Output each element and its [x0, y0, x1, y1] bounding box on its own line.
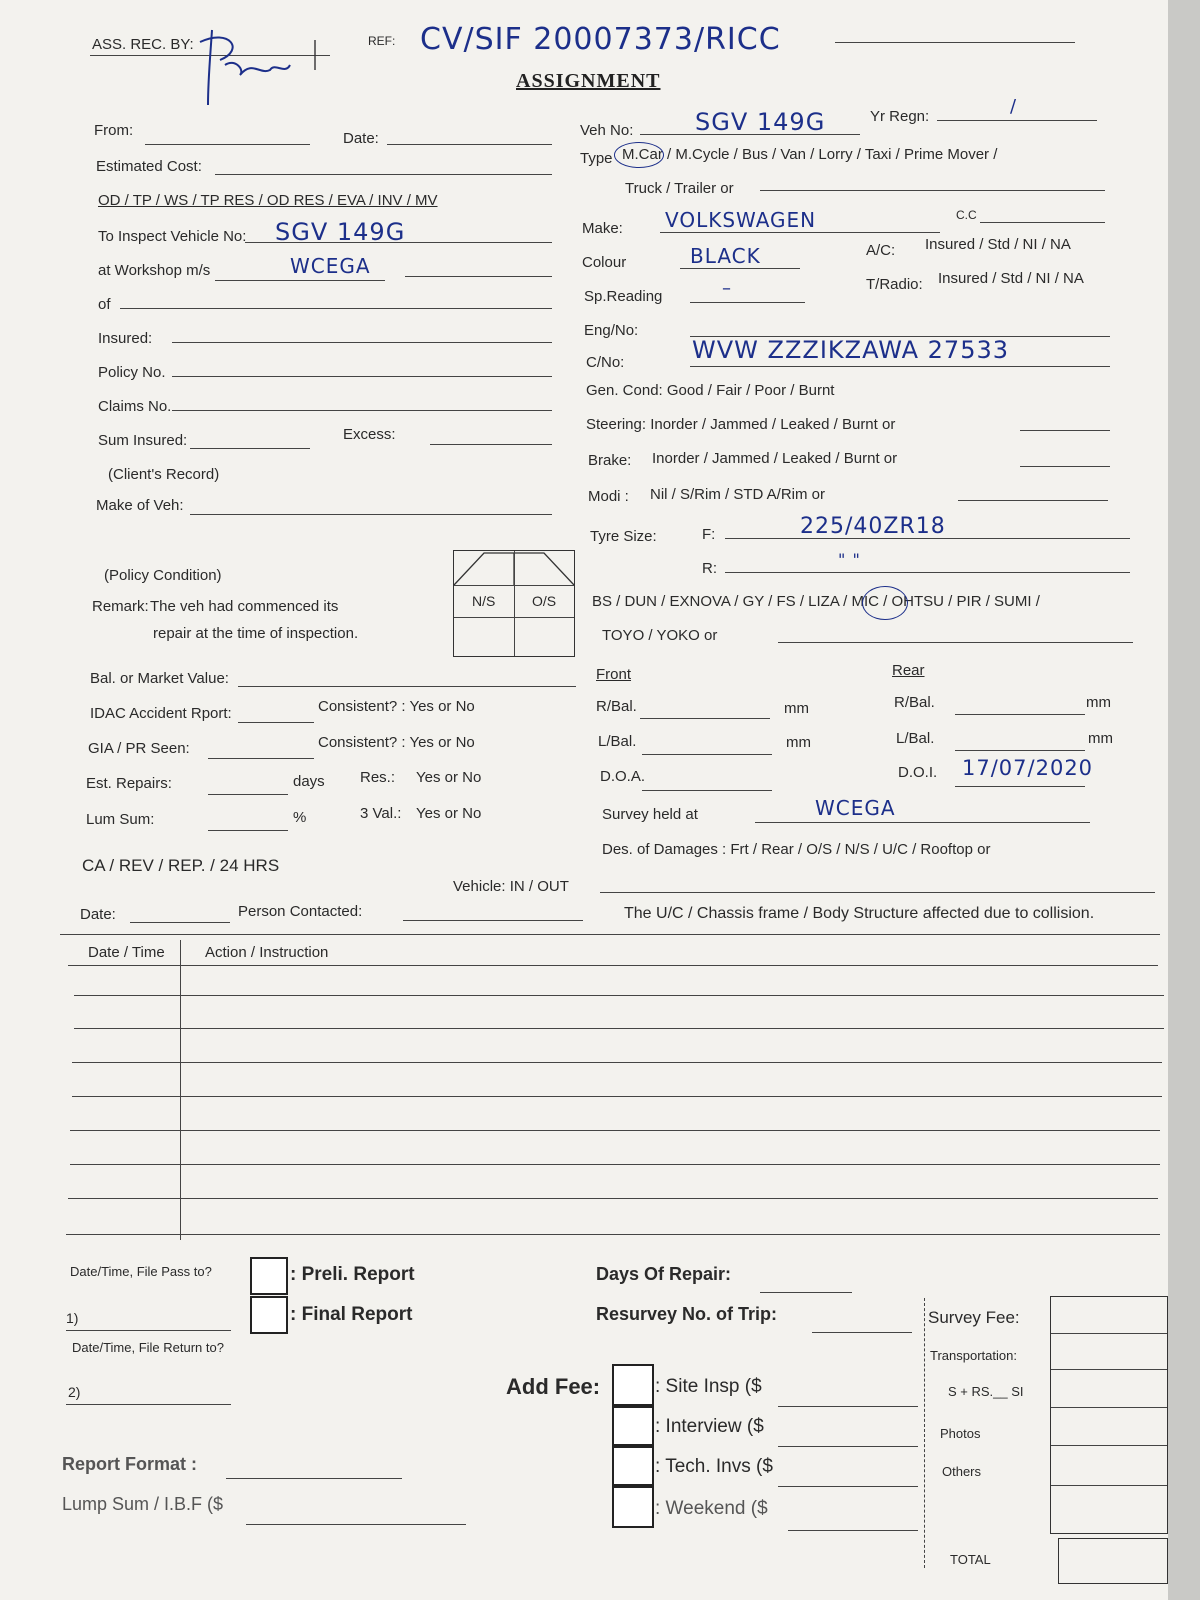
log-col-action: Action / Instruction: [205, 944, 329, 961]
estimated-cost-label: Estimated Cost:: [96, 158, 202, 175]
type-options: M.Car / M.Cycle / Bus / Van / Lorry / Taxi / Prime Mover /: [622, 146, 998, 163]
sp-reading-value: –: [722, 278, 732, 299]
c-no-label: C/No:: [586, 354, 625, 371]
car-diagram: [453, 550, 575, 657]
ref-label: REF:: [368, 34, 396, 48]
log-row-line: [70, 1164, 1160, 1165]
preli-report-label: : Preli. Report: [290, 1264, 415, 1285]
date-line: [387, 144, 552, 145]
claims-label: Claims No.: [98, 398, 172, 415]
damages-line: Des. of Damages : Frt / Rear / O/S / N/S / U/C / Rooftop or: [602, 841, 991, 858]
fee-panel-divider: [924, 1298, 925, 1568]
lum-sum-line: [208, 830, 288, 831]
log-row-line: [68, 1198, 1158, 1199]
make-of-veh-label: Make of Veh:: [96, 497, 184, 514]
os-label: O/S: [532, 593, 557, 609]
tyre-brand-circle: [862, 586, 908, 620]
ass-rec-by-label: ASS. REC. BY:: [92, 36, 194, 53]
log-table-top: [60, 934, 1160, 935]
tradio-options: Insured / Std / NI / NA: [938, 270, 1084, 287]
modi-options: Nil / S/Rim / STD A/Rim or: [650, 486, 826, 503]
tyre-r-label: R:: [702, 560, 717, 577]
tyre-size-label: Tyre Size:: [590, 528, 657, 545]
days-label: days: [293, 773, 325, 790]
preli-report-checkbox[interactable]: [250, 1257, 288, 1295]
weekend-line: [788, 1530, 918, 1531]
tyre-brands-1: BS / DUN / EXNOVA / GY / FS / LIZA / MIC / OHTSU / PIR / SUMI /: [592, 593, 1040, 610]
yr-regn-value: /: [1010, 96, 1018, 117]
final-report-checkbox[interactable]: [250, 1296, 288, 1334]
inspect-vehicle-label: To Inspect Vehicle No:: [98, 228, 247, 245]
rear-lbal-label: L/Bal.: [896, 730, 935, 747]
front-lbal-line: [642, 754, 772, 755]
sp-reading-label: Sp.Reading: [584, 288, 663, 305]
tyre-f-label: F:: [702, 526, 716, 543]
log-row-line: [74, 1028, 1164, 1029]
log-row-line: [68, 965, 1158, 966]
uc-line: The U/C / Chassis frame / Body Structure affected due to collision.: [624, 905, 1095, 922]
colour-value: BLACK: [690, 244, 761, 268]
rear-lbal-line: [955, 750, 1085, 751]
total-box: [1058, 1538, 1168, 1584]
signature-icon: [190, 20, 340, 110]
person-contacted-label: Person Contacted:: [238, 903, 363, 920]
steering: Steering: Inorder / Jammed / Leaked / Burnt or: [586, 416, 896, 433]
inspect-vehicle-line: [245, 242, 552, 243]
of-line: [120, 308, 552, 309]
percent-label: %: [293, 809, 307, 826]
total-label: TOTAL: [950, 1552, 991, 1567]
log-table-divider: [180, 940, 181, 1240]
remark-line-1: The veh had commenced its: [150, 598, 339, 615]
make-value: VOLKSWAGEN: [665, 208, 817, 232]
final-report-label: : Final Report: [290, 1304, 413, 1325]
tyre-r-line: [725, 572, 1130, 573]
res-label: Res.:: [360, 769, 396, 786]
rear-label: Rear: [892, 662, 925, 679]
rear-rbal-mm: mm: [1086, 694, 1111, 711]
excess-label: Excess:: [343, 426, 396, 443]
inspect-vehicle-value: SGV 149G: [275, 218, 406, 246]
weekend-checkbox[interactable]: [612, 1486, 654, 1528]
workshop-value: WCEGA: [290, 254, 371, 278]
eng-no-label: Eng/No:: [584, 322, 639, 339]
interview-label: : Interview ($: [655, 1416, 764, 1437]
lump-sum-label: Lump Sum / I.B.F ($: [62, 1494, 224, 1514]
interview-line: [778, 1446, 918, 1447]
tyre-f-line: [725, 538, 1130, 539]
resurvey-line: [812, 1332, 912, 1333]
of-label: of: [98, 296, 111, 313]
weekend-label: : Weekend ($: [655, 1498, 768, 1519]
res-yes-no: Yes or No: [416, 769, 482, 786]
doi-value: 17/07/2020: [962, 756, 1094, 780]
ac-label: A/C:: [866, 242, 896, 259]
ca-rev-rep: CA / REV / REP. / 24 HRS: [82, 856, 280, 875]
bal-market-label: Bal. or Market Value:: [90, 670, 229, 687]
tradio-label: T/Radio:: [866, 276, 923, 293]
survey-fee-label: Survey Fee:: [928, 1308, 1020, 1327]
others-label: Others: [942, 1464, 982, 1479]
resurvey-label: Resurvey No. of Trip:: [596, 1304, 778, 1324]
person-contacted-line: [403, 920, 583, 921]
excess-line: [430, 444, 552, 445]
tyre-brands-2: TOYO / YOKO or: [602, 627, 718, 644]
report-format-line: [226, 1478, 402, 1479]
form-title: ASSIGNMENT: [516, 70, 661, 92]
file-pass-1: 1): [66, 1310, 79, 1326]
workshop-line-b: [405, 276, 552, 277]
lump-sum-line: [246, 1524, 466, 1525]
ns-label: N/S: [472, 593, 496, 609]
tech-invs-checkbox[interactable]: [612, 1446, 654, 1486]
doa-line: [642, 790, 772, 791]
file-return-line: [66, 1404, 231, 1405]
sum-insured-label: Sum Insured:: [98, 432, 188, 449]
site-insp-line: [778, 1406, 918, 1407]
tyre-brands-line: [778, 642, 1133, 643]
workshop-label: at Workshop m/s: [98, 262, 211, 279]
yr-regn-line: [937, 120, 1097, 121]
c-no-line: [690, 366, 1110, 367]
tyre-r-value: " ": [838, 550, 861, 569]
cc-label: C.C: [956, 208, 977, 222]
file-pass-label: Date/Time, File Pass to?: [70, 1264, 212, 1279]
clients-record: (Client's Record): [108, 466, 220, 483]
truck-line: [760, 190, 1105, 191]
days-of-repair-label: Days Of Repair:: [596, 1264, 732, 1284]
date-label: Date:: [343, 130, 379, 147]
make-label: Make:: [582, 220, 623, 237]
brake-options: Inorder / Jammed / Leaked / Burnt or: [652, 450, 898, 467]
gia-label: GIA / PR Seen:: [88, 740, 190, 757]
from-line: [145, 144, 310, 145]
policy-line: [172, 376, 552, 377]
veh-no-line: [640, 134, 860, 135]
c-no-value: WVW ZZZIKZAWA 27533: [692, 336, 1010, 364]
add-fee-label: Add Fee:: [506, 1374, 601, 1399]
log-row-line: [70, 1130, 1160, 1131]
ref-underline: [835, 42, 1075, 43]
brake-label: Brake:: [588, 452, 632, 469]
log-row-line: [72, 1096, 1162, 1097]
ref-value: CV/SIF 20007373/RICC: [420, 22, 781, 57]
colour-label: Colour: [582, 254, 627, 271]
file-pass-line: [66, 1330, 231, 1331]
yr-regn-label: Yr Regn:: [870, 108, 930, 125]
steering-line: [1020, 430, 1110, 431]
sp-reading-line: [690, 302, 805, 303]
make-line: [660, 232, 940, 233]
insured-label: Insured:: [98, 330, 153, 347]
claims-line: [172, 410, 552, 411]
report-format-label: Report Format :: [62, 1454, 197, 1474]
tech-invs-line: [778, 1486, 918, 1487]
rear-rbal-label: R/Bal.: [894, 694, 935, 711]
est-repairs-line: [208, 794, 288, 795]
file-return-label: Date/Time, File Return to?: [72, 1340, 224, 1355]
doi-label: D.O.I.: [898, 764, 938, 781]
tech-invs-label: : Tech. Invs ($: [655, 1456, 773, 1477]
remark-label: Remark:: [92, 598, 149, 615]
days-of-repair-line: [760, 1292, 852, 1293]
brake-line: [1020, 466, 1110, 467]
from-label: From:: [94, 122, 134, 139]
log-row-line: [66, 1234, 1160, 1235]
date2-label: Date:: [80, 906, 116, 923]
front-rbal-label: R/Bal.: [596, 698, 637, 715]
log-row-line: [74, 995, 1164, 996]
fee-amount-box: [1050, 1296, 1168, 1534]
front-rbal-line: [640, 718, 770, 719]
site-insp-label: : Site Insp ($: [655, 1376, 762, 1397]
val-label: 3 Val.:: [360, 805, 402, 822]
insured-line: [172, 342, 552, 343]
front-lbal-label: L/Bal.: [598, 733, 637, 750]
log-col-date: Date / Time: [88, 944, 165, 961]
transportation-label: Transportation:: [930, 1348, 1017, 1363]
rear-rbal-line: [955, 714, 1085, 715]
survey-held-value: WCEGA: [815, 796, 896, 820]
photos-label: Photos: [940, 1426, 981, 1441]
veh-no-value: SGV 149G: [695, 108, 826, 136]
doa-label: D.O.A.: [600, 768, 646, 785]
bal-market-line: [238, 686, 576, 687]
modi-label: Modi :: [588, 488, 629, 505]
date2-line: [130, 922, 230, 923]
front-label: Front: [596, 666, 632, 683]
survey-held-label: Survey held at: [602, 806, 698, 823]
make-of-veh-line: [190, 514, 552, 515]
type-label: Type: [580, 150, 613, 167]
policy-condition: (Policy Condition): [104, 567, 222, 584]
est-repairs-label: Est. Repairs:: [86, 775, 172, 792]
s-rs-label: S + RS.__ SI: [948, 1384, 1024, 1399]
damages-underline: [600, 892, 1155, 893]
gia-consistent: Consistent? : Yes or No: [318, 734, 475, 751]
rear-lbal-mm: mm: [1088, 730, 1113, 747]
survey-held-line: [755, 822, 1090, 823]
lum-sum-label: Lum Sum:: [86, 811, 155, 828]
colour-line: [680, 268, 800, 269]
modi-line: [958, 500, 1108, 501]
front-lbal-mm: mm: [786, 734, 811, 751]
front-rbal-mm: mm: [784, 700, 809, 717]
ac-options: Insured / Std / NI / NA: [925, 236, 1071, 253]
log-row-line: [72, 1062, 1162, 1063]
claim-codes: OD / TP / WS / TP RES / OD RES / EVA / INV / MV: [98, 192, 438, 209]
interview-checkbox[interactable]: [612, 1406, 654, 1446]
tyre-f-value: 225/40ZR18: [800, 514, 946, 539]
vehicle-in-out: Vehicle: IN / OUT: [453, 878, 569, 895]
remark-line-2: repair at the time of inspection.: [153, 625, 359, 642]
estimated-cost-line: [215, 174, 552, 175]
cc-line: [980, 222, 1105, 223]
site-insp-checkbox[interactable]: [612, 1364, 654, 1406]
file-return-2: 2): [68, 1384, 81, 1400]
val-yes-no: Yes or No: [416, 805, 482, 822]
truck-label: Truck / Trailer or: [625, 180, 734, 197]
type-selection-circle: [614, 142, 664, 168]
workshop-line-a: [215, 280, 385, 281]
idac-line: [238, 722, 314, 723]
veh-no-label: Veh No:: [580, 122, 634, 139]
gen-cond: Gen. Cond: Good / Fair / Poor / Burnt: [586, 382, 835, 399]
policy-label: Policy No.: [98, 364, 166, 381]
idac-label: IDAC Accident Rport:: [90, 705, 232, 722]
gia-line: [208, 758, 314, 759]
idac-consistent: Consistent? : Yes or No: [318, 698, 475, 715]
doi-line: [955, 786, 1085, 787]
sum-insured-line: [190, 448, 310, 449]
